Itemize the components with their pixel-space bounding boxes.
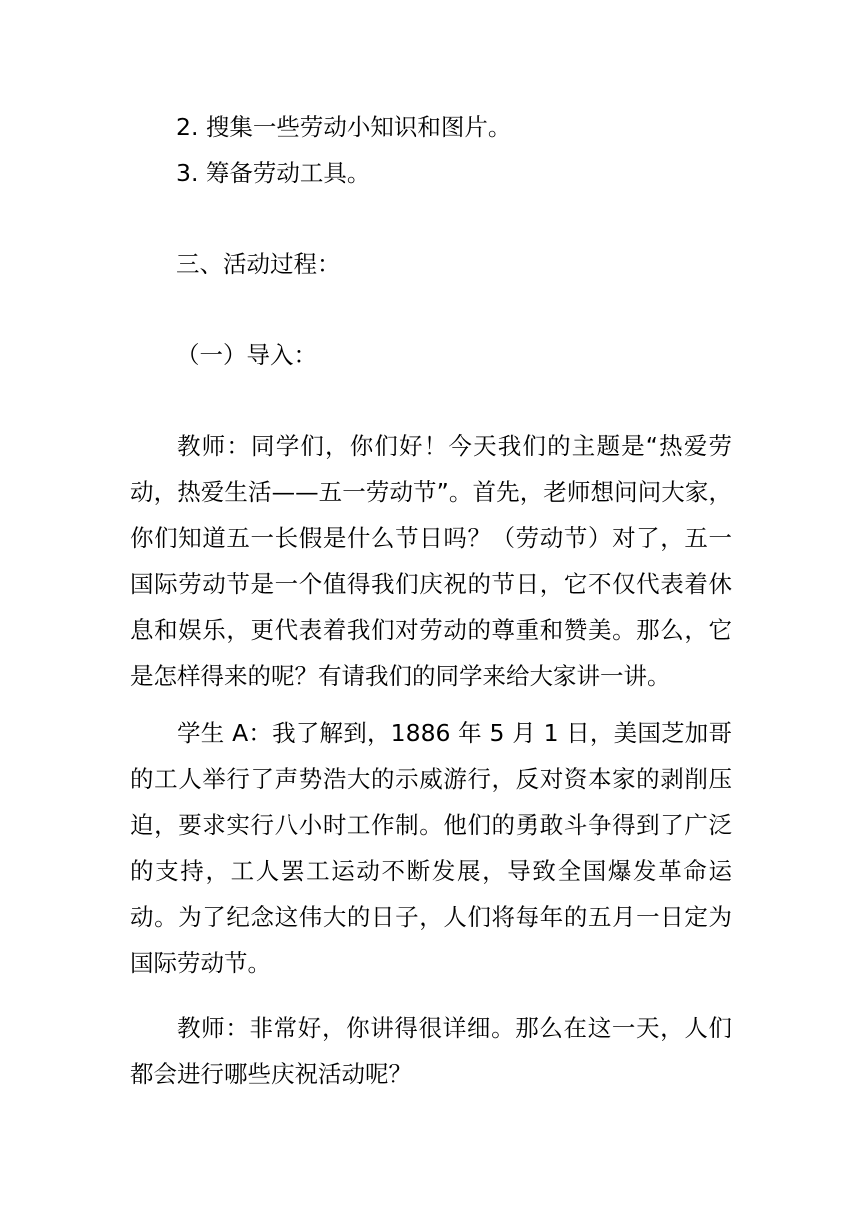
subsection-heading: （一）导入： [176,341,317,369]
paragraph-teacher-followup: 教师：非常好，你讲得很详细。那么在这一天，人们都会进行哪些庆祝活动呢？ [130,1014,732,1088]
paragraph-student-a: 学生 A：我了解到，1886 年 5 月 1 日，美国芝加哥的工人举行了声势浩大的示威游行，反对资本家的剥削压迫，要求实行八小时工作制。他们的勇敢斗争得到了广泛的支持，工人罢工运动不断发展，导致全国爆发革命运动。为了纪念这伟大的日子，人们将每年的五月一日定为国际劳动节。 [130,719,732,977]
list-item-prepare-tools: 3. 筹备劳动工具。 [176,159,371,187]
paragraph-teacher-intro: 教师：同学们，你们好！今天我们的主题是“热爱劳动，热爱生活——五一劳动节”。首先，老师想问问大家，你们知道五一长假是什么节日吗？（劳动节）对了，五一国际劳动节是一个值得我们庆祝的节日，它不仅代表着休息和娱乐，更代表着我们对劳动的尊重和赞美。那么，它是怎样得来的呢？有请我们的同学来给大家讲一讲。 [130,432,732,690]
section-heading: 三、活动过程： [176,250,341,278]
list-item-collect-knowledge: 2. 搜集一些劳动小知识和图片。 [176,113,512,141]
